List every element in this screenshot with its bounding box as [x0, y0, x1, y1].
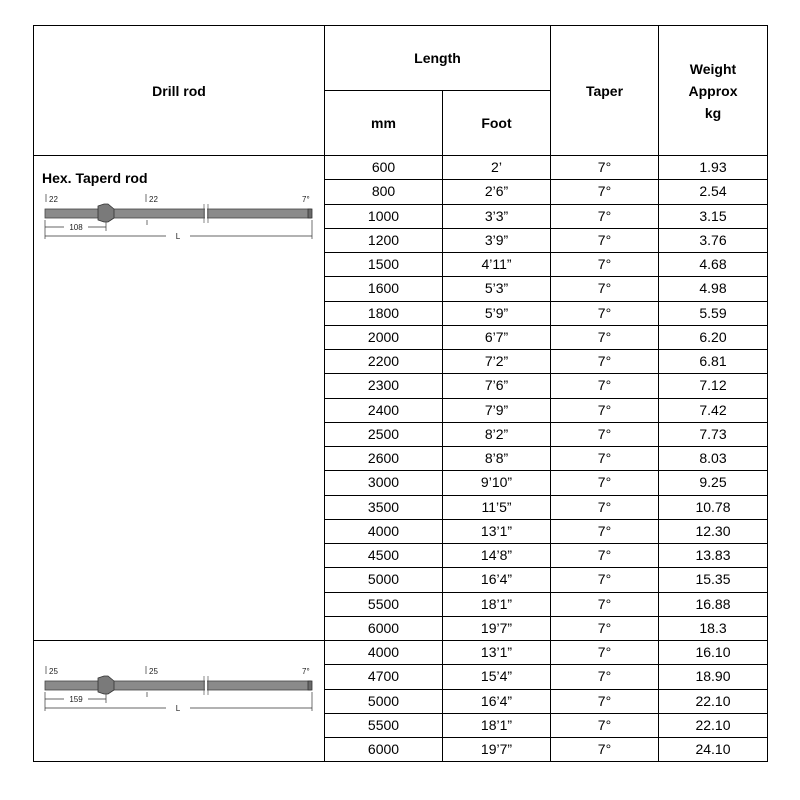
cell-mm: 2600: [325, 447, 443, 471]
rod-type-label: Hex. Taperd rod: [42, 170, 148, 186]
cell-weight: 22.10: [659, 689, 768, 713]
cell-foot: 16’4”: [443, 568, 551, 592]
cell-weight: 3.76: [659, 228, 768, 252]
cell-taper: 7°: [551, 544, 659, 568]
table-row: [34, 156, 768, 180]
cell-foot: 7’9”: [443, 398, 551, 422]
cell-foot: 19’7”: [443, 738, 551, 762]
cell-taper: 7°: [551, 738, 659, 762]
cell-weight: 7.42: [659, 398, 768, 422]
rod-collar: [98, 676, 114, 694]
dim-shank-size: 25: [149, 667, 158, 676]
header-foot: Foot: [443, 91, 551, 156]
cell-taper: 7°: [551, 277, 659, 301]
cell-weight: 22.10: [659, 713, 768, 737]
cell-weight: 7.12: [659, 374, 768, 398]
cell-mm: 2000: [325, 325, 443, 349]
cell-weight: 4.68: [659, 253, 768, 277]
dim-hex-size: 25: [49, 667, 58, 676]
cell-foot: 15’4”: [443, 665, 551, 689]
header-weight-line3: kg: [704, 104, 722, 121]
cell-taper: 7°: [551, 156, 659, 180]
table-row: [34, 641, 768, 665]
cell-foot: 14’8”: [443, 544, 551, 568]
cell-taper: 7°: [551, 447, 659, 471]
cell-weight: 12.30: [659, 519, 768, 543]
cell-foot: 9’10”: [443, 471, 551, 495]
cell-foot: 18’1”: [443, 713, 551, 737]
dim-shank-size: 22: [149, 195, 158, 204]
dim-taper-angle: 7°: [302, 195, 310, 204]
header-drill-rod: Drill rod: [34, 26, 325, 156]
cell-mm: 3000: [325, 471, 443, 495]
rod-tip: [308, 209, 312, 218]
cell-weight: 6.81: [659, 350, 768, 374]
header-weight-line1: Weight: [689, 60, 737, 77]
cell-weight: 3.15: [659, 204, 768, 228]
cell-mm: 1000: [325, 204, 443, 228]
table-header: [34, 26, 768, 156]
cell-mm: 4700: [325, 665, 443, 689]
dim-hex-size: 22: [49, 195, 58, 204]
dim-length-label: L: [175, 704, 181, 713]
cell-weight: 8.03: [659, 447, 768, 471]
cell-foot: 4’11”: [443, 253, 551, 277]
cell-mm: 5500: [325, 713, 443, 737]
cell-weight: 2.54: [659, 180, 768, 204]
cell-weight: 18.90: [659, 665, 768, 689]
cell-taper: 7°: [551, 301, 659, 325]
cell-taper: 7°: [551, 374, 659, 398]
drill-rod-spec-table: [33, 25, 768, 762]
cell-weight: 16.88: [659, 592, 768, 616]
cell-foot: 18’1”: [443, 592, 551, 616]
cell-foot: 16’4”: [443, 689, 551, 713]
cell-foot: 13’1”: [443, 641, 551, 665]
cell-taper: 7°: [551, 471, 659, 495]
cell-weight: 4.98: [659, 277, 768, 301]
cell-weight: 7.73: [659, 422, 768, 446]
cell-foot: 3’9”: [443, 228, 551, 252]
cell-taper: 7°: [551, 398, 659, 422]
rod-diagram: [36, 191, 321, 243]
cell-taper: 7°: [551, 616, 659, 640]
cell-weight: 9.25: [659, 471, 768, 495]
cell-mm: 5500: [325, 592, 443, 616]
cell-foot: 13’1”: [443, 519, 551, 543]
cell-mm: 2200: [325, 350, 443, 374]
cell-mm: 3500: [325, 495, 443, 519]
cell-mm: 1600: [325, 277, 443, 301]
cell-taper: 7°: [551, 350, 659, 374]
cell-mm: 800: [325, 180, 443, 204]
cell-mm: 1500: [325, 253, 443, 277]
cell-mm: 6000: [325, 738, 443, 762]
drill-rod-cell: [34, 641, 325, 762]
drill-rod-cell: [34, 156, 325, 641]
cell-foot: 7’2”: [443, 350, 551, 374]
cell-weight: 5.59: [659, 301, 768, 325]
cell-foot: 2’: [443, 156, 551, 180]
cell-mm: 4000: [325, 519, 443, 543]
cell-taper: 7°: [551, 689, 659, 713]
cell-mm: 1800: [325, 301, 443, 325]
cell-taper: 7°: [551, 180, 659, 204]
rod-body: [45, 681, 311, 690]
cell-taper: 7°: [551, 568, 659, 592]
cell-weight: 18.3: [659, 616, 768, 640]
cell-foot: 2’6”: [443, 180, 551, 204]
cell-mm: 5000: [325, 568, 443, 592]
rod-tip: [308, 681, 312, 690]
cell-foot: 8’8”: [443, 447, 551, 471]
cell-taper: 7°: [551, 422, 659, 446]
header-weight: [659, 26, 768, 156]
cell-weight: 24.10: [659, 738, 768, 762]
cell-weight: 15.35: [659, 568, 768, 592]
cell-taper: 7°: [551, 665, 659, 689]
cell-foot: 5’9”: [443, 301, 551, 325]
cell-mm: 4500: [325, 544, 443, 568]
cell-weight: 1.93: [659, 156, 768, 180]
dim-shank-length: 108: [69, 223, 83, 232]
rod-body: [45, 209, 311, 218]
cell-weight: 6.20: [659, 325, 768, 349]
cell-taper: 7°: [551, 713, 659, 737]
cell-mm: 2500: [325, 422, 443, 446]
cell-mm: 6000: [325, 616, 443, 640]
cell-mm: 5000: [325, 689, 443, 713]
cell-foot: 11’5”: [443, 495, 551, 519]
cell-mm: 600: [325, 156, 443, 180]
cell-weight: 13.83: [659, 544, 768, 568]
rod-collar: [98, 204, 114, 222]
cell-foot: 8’2”: [443, 422, 551, 446]
cell-weight: 16.10: [659, 641, 768, 665]
header-mm: mm: [325, 91, 443, 156]
cell-weight: 10.78: [659, 495, 768, 519]
header-length: Length: [325, 26, 551, 91]
header-weight-line2: Approx: [688, 82, 738, 99]
cell-mm: 4000: [325, 641, 443, 665]
dim-taper-angle: 7°: [302, 667, 310, 676]
cell-taper: 7°: [551, 228, 659, 252]
cell-taper: 7°: [551, 495, 659, 519]
table-body: [34, 156, 768, 762]
cell-taper: 7°: [551, 325, 659, 349]
rod-diagram: [36, 663, 321, 715]
cell-foot: 3’3”: [443, 204, 551, 228]
cell-foot: 6’7”: [443, 325, 551, 349]
cell-mm: 2400: [325, 398, 443, 422]
cell-foot: 7’6”: [443, 374, 551, 398]
cell-taper: 7°: [551, 253, 659, 277]
cell-taper: 7°: [551, 641, 659, 665]
cell-foot: 5’3”: [443, 277, 551, 301]
cell-foot: 19’7”: [443, 616, 551, 640]
dim-length-label: L: [175, 232, 181, 241]
dim-shank-length: 159: [69, 695, 83, 704]
cell-taper: 7°: [551, 519, 659, 543]
cell-mm: 2300: [325, 374, 443, 398]
header-taper: Taper: [551, 26, 659, 156]
cell-mm: 1200: [325, 228, 443, 252]
cell-taper: 7°: [551, 204, 659, 228]
cell-taper: 7°: [551, 592, 659, 616]
